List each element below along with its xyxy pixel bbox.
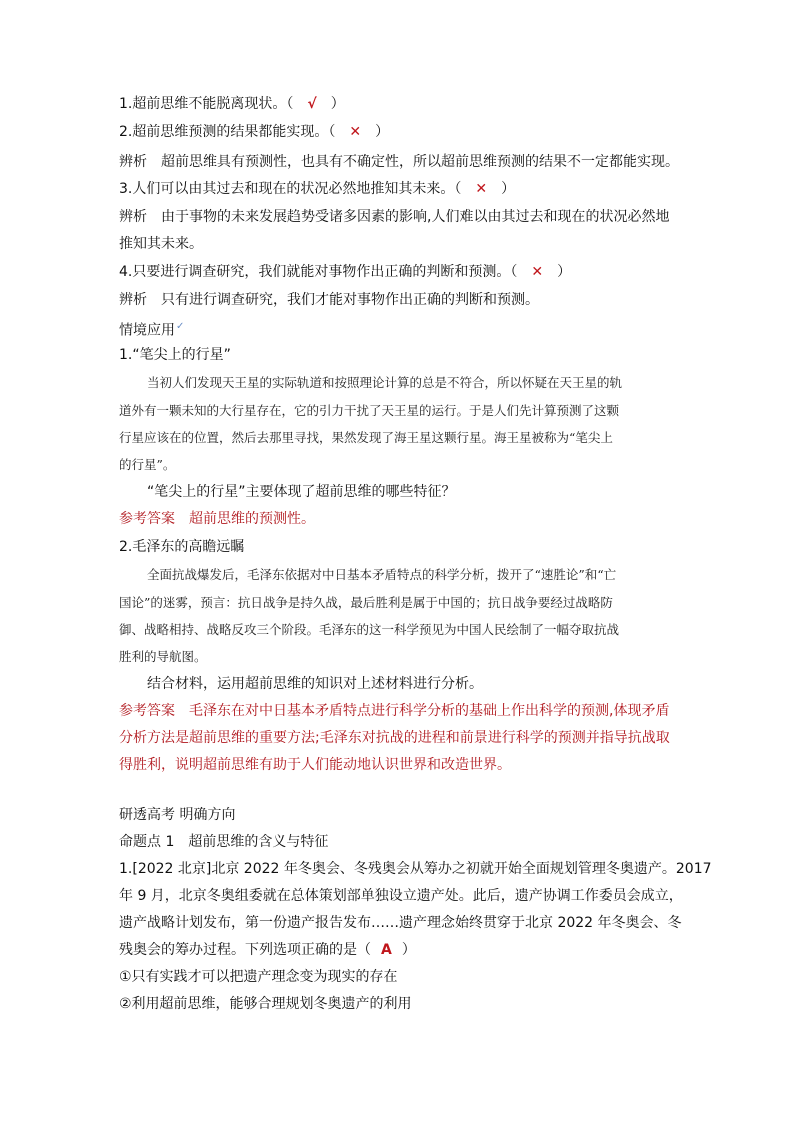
case-2-reference-answer — [119, 701, 669, 721]
case-2-quote-line: 国论”的迷雾，预言：抗日战争是持久战，最后胜利是属于中国的；抗日战争要经过战略防 — [119, 595, 613, 610]
reference-answer-text: 超前思维的预测性。 — [189, 511, 315, 527]
bracket-close: ） — [501, 181, 516, 197]
case-title-text: 2.毛泽东的高瞻远瞩 — [119, 539, 245, 555]
case-2-question — [147, 674, 483, 694]
judgment-text: 2.超前思维预测的结果都能实现。（ — [119, 124, 336, 140]
question-text: 残奥会的筹办过程。下列选项正确的是（ — [119, 942, 371, 958]
analysis-label: 辨析 — [119, 154, 147, 170]
analysis-text: 推知其未来。 — [119, 236, 203, 252]
reference-answer-label: 参考答案 — [119, 703, 175, 719]
case-2-quote-line: 御、战略相持、战略反攻三个阶段。毛泽东的这一科学预见为中国人民绘制了一幅夺取抗战 — [119, 622, 620, 637]
case-1-question — [147, 482, 456, 502]
case-title-text: 1.“笔尖上的行星” — [119, 347, 231, 363]
case-1-quote-line: 道外有一颗未知的大行星存在，它的引力干扰了天王星的运行。于是人们先计算预测了这颗 — [119, 403, 620, 418]
exam-question-line: 年 9 月，北京冬奥组委就在总体策划部单独设立遗产处。此后，遗产协调工作委员会成立， — [119, 888, 683, 904]
judgment-text: 1.超前思维不能脱离现状。（ — [119, 96, 294, 112]
judgment-2 — [119, 122, 389, 142]
bookmark-icon: ✓ — [176, 321, 185, 332]
section-title-text: 情境应用 — [119, 322, 175, 339]
analysis-2 — [119, 207, 669, 227]
topic-text: 命题点 1 超前思维的含义与特征 — [119, 834, 329, 850]
case-2-reference-answer-continued — [119, 755, 511, 775]
judgment-text: 4.只要进行调查研究，我们就能对事物作出正确的判断和预测。（ — [119, 264, 518, 280]
analysis-text: 超前思维具有预测性，也具有不确定性，所以超前思维预测的结果不一定都能实现。 — [161, 154, 679, 170]
answer-choice: A — [381, 942, 392, 958]
bracket-close: ） — [401, 942, 416, 958]
exam-question-last-line — [119, 940, 416, 960]
analysis-label: 辨析 — [119, 209, 147, 225]
analysis-text: 只有进行调查研究，我们才能对事物作出正确的判断和预测。 — [161, 292, 539, 308]
answer-mark: ✕ — [475, 181, 488, 197]
reference-answer-text: 分析方法是超前思维的重要方法;毛泽东对抗战的进程和前景进行科学的预测并指导抗战取 — [119, 730, 670, 746]
bracket-close: ） — [330, 96, 345, 112]
case-1-quote-line: 当初人们发现天王星的实际轨道和按照理论计算的总是不符合，所以怀疑在天王星的轨 — [147, 375, 623, 390]
case-2-quote-line: 胜利的导航图。 — [119, 649, 207, 664]
judgment-3 — [119, 179, 515, 199]
judgment-1 — [119, 94, 345, 114]
case-2-reference-answer-continued — [119, 728, 670, 748]
bracket-close: ） — [557, 264, 572, 280]
exam-question-line: 遗产战略计划发布，第一份遗产报告发布……遗产理念始终贯穿于北京 2022 年冬奥会、冬 — [119, 915, 682, 931]
answer-mark: √ — [307, 96, 317, 112]
analysis-2-continued — [119, 234, 203, 254]
analysis-3 — [119, 290, 539, 310]
analysis-text: 由于事物的未来发展趋势受诸多因素的影响,人们难以由其过去和现在的状况必然地 — [161, 209, 670, 225]
answer-mark: ✕ — [349, 124, 362, 140]
reference-answer-text: 毛泽东在对中日基本矛盾特点进行科学分析的基础上作出科学的预测,体现矛盾 — [189, 703, 670, 719]
analysis-label: 辨析 — [119, 292, 147, 308]
topic-title — [119, 832, 328, 852]
case-1-quote-line: 行星应该在的位置，然后去那里寻找，果然发现了海王星这颗行星。海王星被称为“笔尖上 — [119, 430, 613, 445]
analysis-1 — [119, 152, 679, 172]
case-1-reference-answer — [119, 509, 315, 529]
case-1-title — [119, 345, 231, 365]
case-2-title — [119, 537, 244, 557]
option-1: ①只有实践才可以把遗产理念变为现实的存在 — [119, 969, 398, 985]
question-text: “笔尖上的行星”主要体现了超前思维的哪些特征？ — [147, 484, 456, 500]
option-2: ②利用超前思维，能够合理规划冬奥遗产的利用 — [119, 996, 412, 1012]
section-title — [119, 317, 184, 341]
judgment-4 — [119, 262, 571, 282]
reference-answer-label: 参考答案 — [119, 511, 175, 527]
answer-mark: ✕ — [531, 264, 544, 280]
question-text: 结合材料，运用超前思维的知识对上述材料进行分析。 — [147, 676, 483, 692]
exam-question-line: 1.[2022 北京]北京 2022 年冬奥会、冬残奥会从筹办之初就开始全面规划管理冬奥遗产。2017 — [119, 861, 712, 877]
bracket-close: ） — [375, 124, 390, 140]
judgment-text: 3.人们可以由其过去和现在的状况必然地推知其未来。（ — [119, 181, 462, 197]
exam-section-title — [119, 805, 235, 825]
exam-section-text: 研透高考 明确方向 — [119, 807, 236, 823]
reference-answer-text: 得胜利，说明超前思维有助于人们能动地认识世界和改造世界。 — [119, 757, 511, 773]
case-2-quote-line: 全面抗战爆发后，毛泽东依据对中日基本矛盾特点的科学分析，拨开了“速胜论”和“亡 — [147, 567, 617, 582]
case-1-quote-line: 的行星”。 — [119, 457, 176, 472]
